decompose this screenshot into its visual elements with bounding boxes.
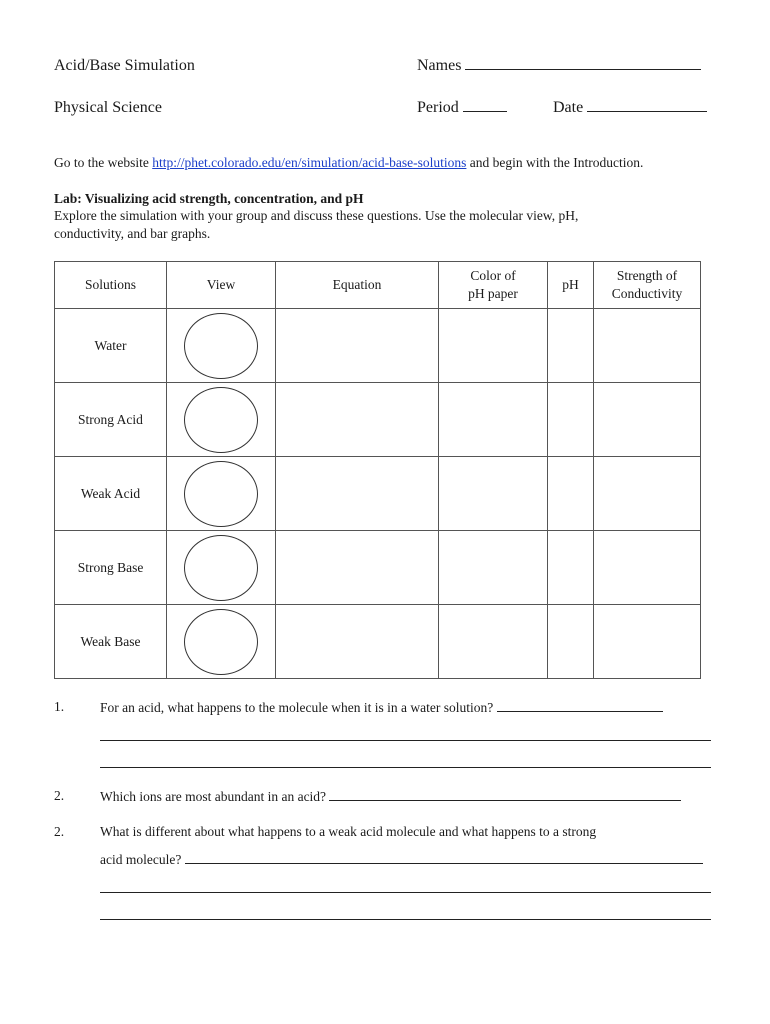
lab-heading: Lab: Visualizing acid strength, concentration, and pH — [54, 191, 364, 206]
table-row — [55, 383, 701, 457]
intro-prefix: Go to the website — [54, 155, 153, 170]
answer-1-line[interactable] — [100, 767, 711, 768]
answer-3-blank[interactable] — [185, 851, 703, 864]
names-label: Names — [417, 57, 462, 74]
date-label: Date — [553, 99, 584, 116]
view-cell[interactable] — [167, 383, 276, 457]
header-equation: Equation — [276, 262, 439, 309]
solution-label: Weak Base — [55, 605, 167, 679]
strength-cell[interactable] — [594, 531, 701, 605]
period-field[interactable] — [417, 99, 507, 117]
table-header-row — [55, 262, 701, 309]
header-strength-line1: Strength of — [616, 268, 678, 283]
molecule-view-circle — [184, 313, 258, 379]
answer-2-blank[interactable] — [329, 788, 681, 801]
header-color — [439, 262, 548, 309]
question-3-number: 2. — [54, 824, 65, 839]
molecule-view-circle — [184, 609, 258, 675]
question-1-number: 1. — [54, 699, 65, 714]
ph-cell[interactable] — [548, 531, 594, 605]
phet-link[interactable]: http://phet.colorado.edu/en/simulation/acid-base-solutions — [152, 155, 467, 170]
question-1 — [100, 699, 663, 716]
equation-cell[interactable] — [276, 457, 439, 531]
equation-cell[interactable] — [276, 383, 439, 457]
strength-cell[interactable] — [594, 309, 701, 383]
view-cell[interactable] — [167, 531, 276, 605]
view-cell[interactable] — [167, 457, 276, 531]
answer-1-line[interactable] — [100, 740, 711, 741]
question-3-line1: What is different about what happens to a weak acid molecule and what happens to a strong — [100, 824, 597, 839]
color-cell[interactable] — [439, 383, 548, 457]
strength-cell[interactable] — [594, 383, 701, 457]
ph-cell[interactable] — [548, 457, 594, 531]
molecule-view-circle — [184, 387, 258, 453]
solution-label: Water — [55, 309, 167, 383]
table-row — [55, 309, 701, 383]
question-3-text: acid molecule? — [100, 852, 182, 867]
molecule-view-circle — [184, 535, 258, 601]
header-ph: pH — [548, 262, 594, 309]
answer-3-line[interactable] — [100, 919, 711, 920]
solution-label: Weak Acid — [55, 457, 167, 531]
intro-suffix: and begin with the Introduction. — [466, 155, 644, 170]
solution-label: Strong Acid — [55, 383, 167, 457]
period-label: Period — [417, 99, 459, 116]
header-solutions: Solutions — [55, 262, 167, 309]
ph-cell[interactable] — [548, 309, 594, 383]
view-cell[interactable] — [167, 309, 276, 383]
equation-cell[interactable] — [276, 531, 439, 605]
header-strength — [594, 262, 701, 309]
data-table — [54, 261, 701, 679]
subject-label: Physical Science — [54, 99, 162, 116]
names-field[interactable] — [417, 57, 701, 75]
equation-cell[interactable] — [276, 605, 439, 679]
intro-line — [54, 155, 643, 171]
color-cell[interactable] — [439, 531, 548, 605]
table-row — [55, 531, 701, 605]
lab-instructions-line2: conductivity, and bar graphs. — [54, 226, 211, 241]
color-cell[interactable] — [439, 605, 548, 679]
molecule-view-circle — [184, 461, 258, 527]
color-cell[interactable] — [439, 457, 548, 531]
header-strength-line2: Conductivity — [611, 286, 683, 301]
question-1-text: For an acid, what happens to the molecule when it is in a water solution? — [100, 700, 494, 715]
header-color-line1: Color of — [470, 268, 516, 283]
equation-cell[interactable] — [276, 309, 439, 383]
strength-cell[interactable] — [594, 605, 701, 679]
lab-instructions-line1: Explore the simulation with your group and discuss these questions. Use the molecular view, pH, — [54, 208, 579, 223]
date-field[interactable] — [553, 99, 707, 117]
ph-cell[interactable] — [548, 605, 594, 679]
view-cell[interactable] — [167, 605, 276, 679]
answer-3-line[interactable] — [100, 892, 711, 893]
question-2-number: 2. — [54, 788, 65, 803]
answer-1-blank[interactable] — [497, 699, 663, 712]
table-row — [55, 605, 701, 679]
color-cell[interactable] — [439, 309, 548, 383]
question-2 — [100, 788, 681, 805]
strength-cell[interactable] — [594, 457, 701, 531]
ph-cell[interactable] — [548, 383, 594, 457]
period-blank[interactable] — [463, 99, 507, 112]
table-row — [55, 457, 701, 531]
header-color-line2: pH paper — [468, 286, 518, 301]
header-view: View — [167, 262, 276, 309]
worksheet-title: Acid/Base Simulation — [54, 57, 195, 74]
date-blank[interactable] — [587, 99, 707, 112]
question-2-text: Which ions are most abundant in an acid? — [100, 789, 327, 804]
question-3-line2 — [100, 851, 703, 868]
names-blank[interactable] — [465, 57, 701, 70]
solution-label: Strong Base — [55, 531, 167, 605]
